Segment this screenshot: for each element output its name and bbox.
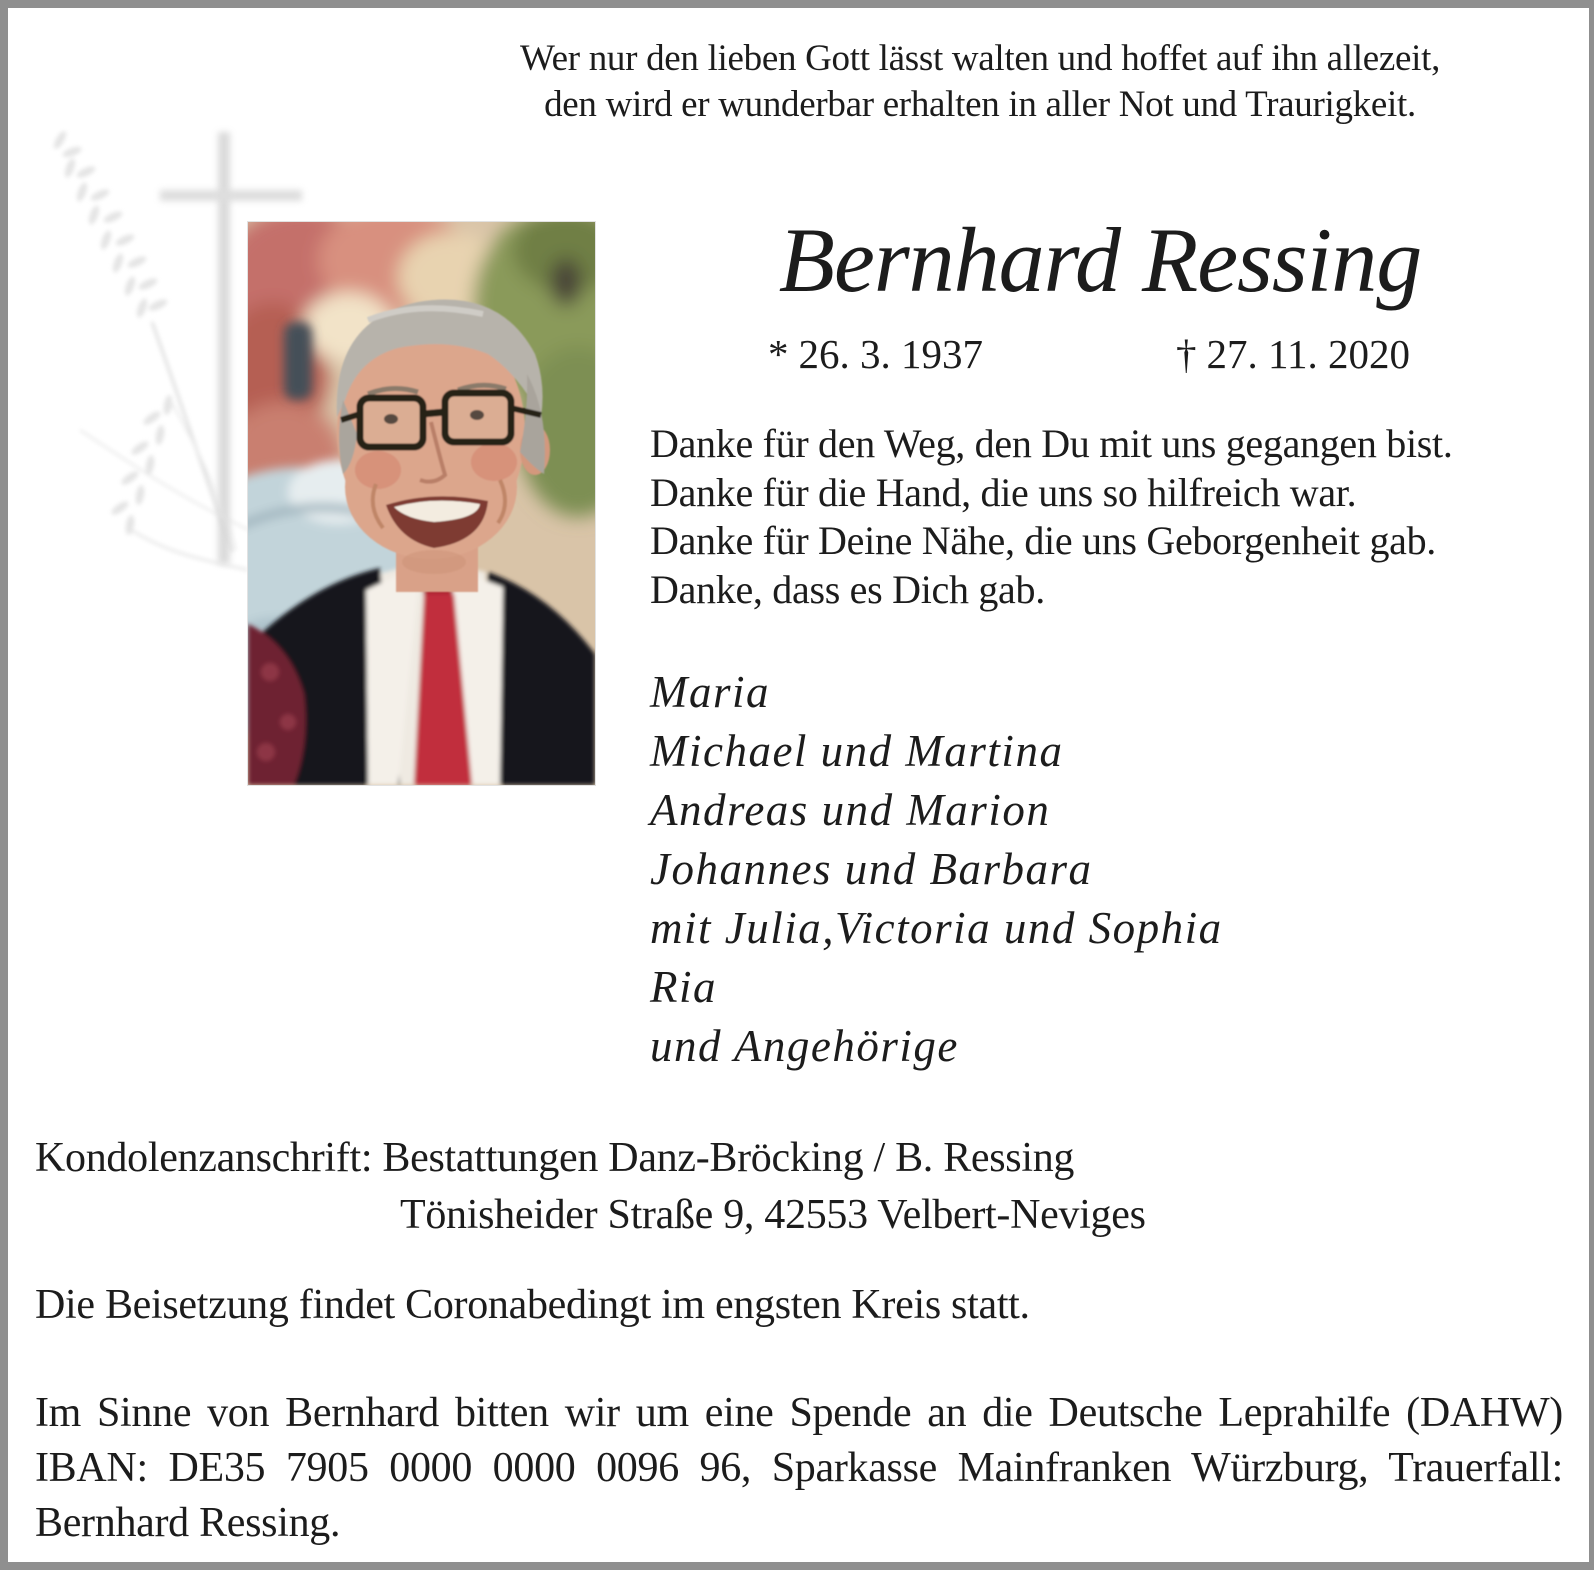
death-date-value: 27. 11. 2020	[1206, 331, 1410, 377]
born-star-symbol: *	[768, 331, 789, 377]
condolence-addressee: Bestattungen Danz-Bröcking / B. Ressing	[382, 1135, 1075, 1181]
thanks-line-2: Danke für die Hand, die uns so hilfreich war.	[650, 469, 1357, 515]
thanks-line-3: Danke für Deine Nähe, die uns Geborgenheit gab.	[650, 518, 1436, 563]
family-member: Andreas und Marion	[650, 785, 1051, 835]
condolence-line-1	[35, 1130, 1565, 1187]
family-member: mit Julia,Victoria und Sophia	[650, 903, 1223, 953]
deceased-name: Bernhard Ressing	[778, 209, 1422, 311]
family-list	[650, 663, 1560, 1076]
died-cross-symbol: †	[1176, 331, 1197, 377]
birth-date-value: 26. 3. 1937	[798, 331, 983, 377]
thanks-verse	[650, 420, 1560, 614]
opening-verse-line-2: den wird er wunderbar erhalten in aller Not und Traurigkeit.	[544, 84, 1416, 125]
condolence-line-2: Tönisheider Straße 9, 42553 Velbert-Neviges	[400, 1192, 1146, 1238]
family-member: Maria	[650, 667, 770, 717]
donation-notice: Im Sinne von Bernhard bitten wir um eine Spende an die Deutsche Leprahilfe (DAHW) IBAN: DE35 7905 0000 0000 0096 96, Sparkasse Mainfranken Würzburg, Trauerfall: Bernhard Ressing.	[35, 1390, 1563, 1546]
opening-verse-line-1: Wer nur den lieben Gott lässt walten und hoffet auf ihn allezeit,	[519, 38, 1441, 79]
condolence-label: Kondolenzanschrift:	[35, 1135, 373, 1181]
family-member: Johannes und Barbara	[650, 844, 1093, 894]
death-date	[1176, 330, 1410, 378]
family-member: Ria	[650, 962, 717, 1012]
life-dates	[640, 330, 1560, 378]
thanks-line-1: Danke für den Weg, den Du mit uns gegangen bist.	[650, 421, 1453, 466]
family-member: Michael und Martina	[650, 726, 1064, 776]
portrait-photo	[248, 222, 595, 785]
condolence-address	[35, 1130, 1565, 1244]
opening-verse	[390, 36, 1570, 128]
birth-date	[768, 330, 983, 378]
memorial-card	[8, 8, 1589, 1562]
family-member: und Angehörige	[650, 1021, 959, 1071]
thanks-line-4: Danke, dass es Dich gab.	[650, 566, 1045, 612]
burial-notice: Die Beisetzung findet Coronabedingt im engsten Kreis statt.	[35, 1282, 1030, 1328]
